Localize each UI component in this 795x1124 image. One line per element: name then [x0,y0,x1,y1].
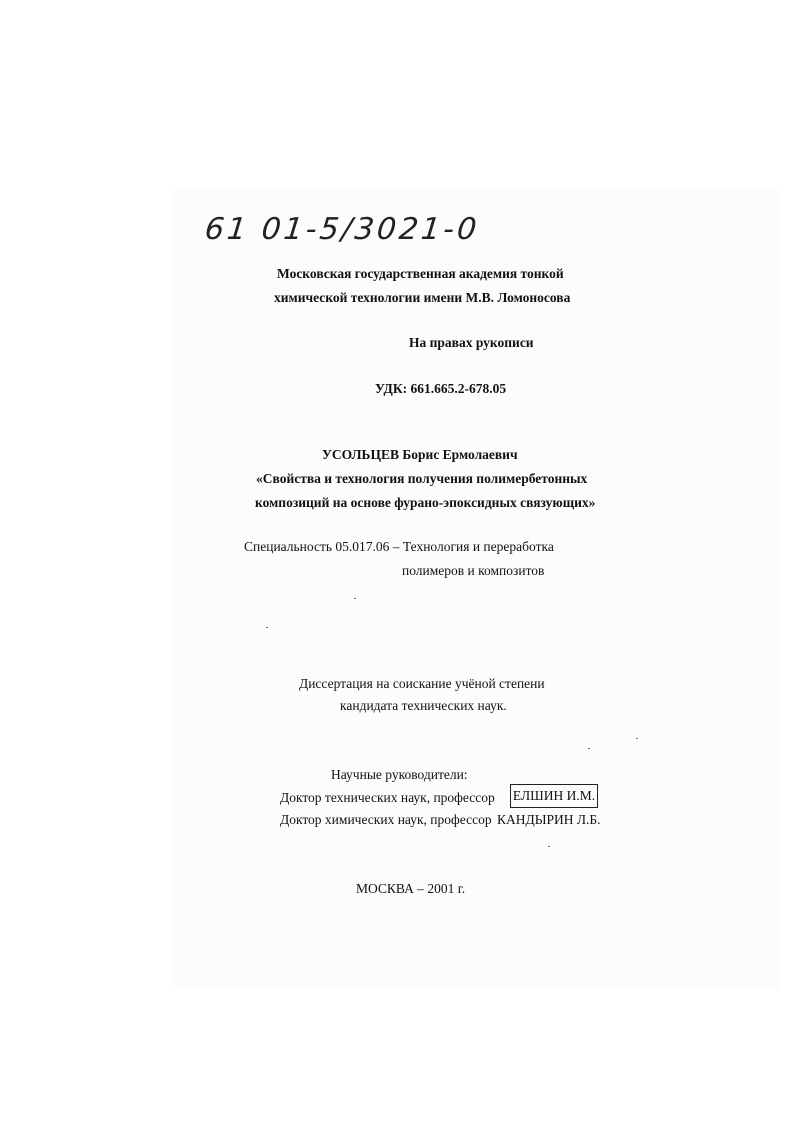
specialty-line-2: полимеров и композитов [402,563,545,578]
thesis-title-line-1: «Свойства и технология получения полимербетонных [256,471,588,486]
scan-speck [354,598,356,599]
supervisor-2-role: Доктор химических наук, профессор [280,812,492,827]
rights-note: На правах рукописи [409,335,534,350]
institution-line-1: Московская государственная академия тонкой [277,266,564,281]
place-and-year: МОСКВА – 2001 г. [356,881,466,896]
institution-line-2: химической технологии имени М.В. Ломоносова [274,290,571,305]
supervisor-1-name: ЕЛШИН И.М. [510,784,598,808]
specialty-line-1: Специальность 05.017.06 – Технология и переработка [244,539,554,554]
scan-speck [636,738,638,739]
supervisor-1-role: Доктор технических наук, профессор [280,790,495,805]
supervisor-2-name: КАНДЫРИН Л.Б. [497,812,601,827]
udc-code: УДК: 661.665.2-678.05 [375,381,507,396]
supervisors-heading: Научные руководители: [331,767,468,782]
scan-speck [588,748,590,749]
dissertation-line-1: Диссертация на соискание учёной степени [299,676,545,691]
document-page [170,190,780,990]
thesis-title-line-2: композиций на основе фурано-эпоксидных связующих» [255,495,596,510]
dissertation-line-2: кандидата технических наук. [340,698,507,713]
scan-speck [548,846,550,847]
author-name: УСОЛЬЦЕВ Борис Ермолаевич [322,447,518,462]
scan-speck [266,627,268,628]
archive-code-handwritten: 61 01-5/3021-0 [203,212,482,247]
